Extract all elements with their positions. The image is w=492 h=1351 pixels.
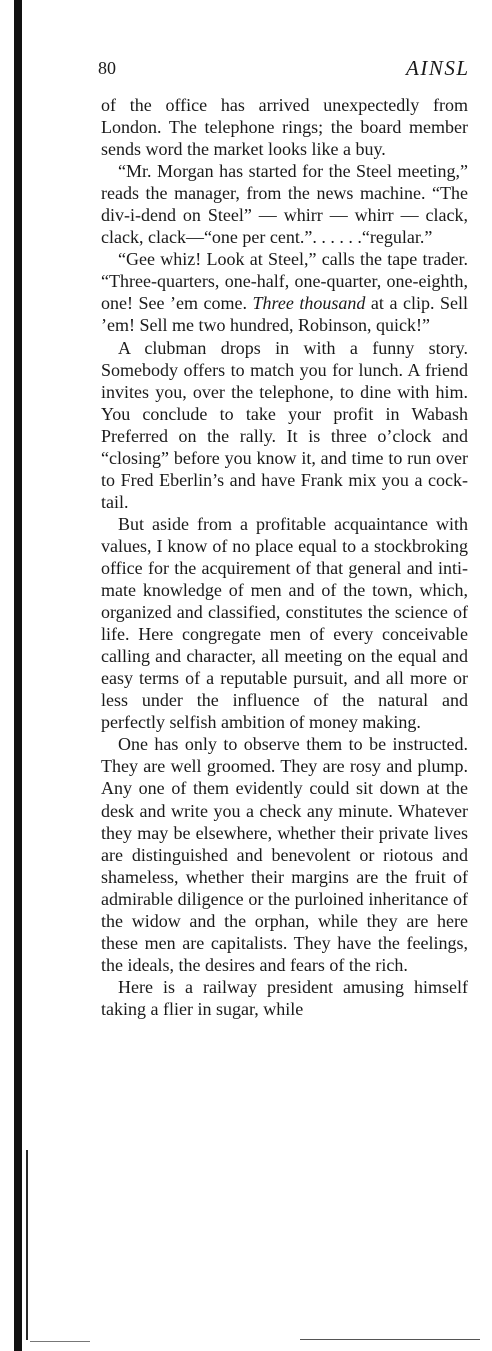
text-run: “Mr. Morgan has started for the Steel meeting,” reads the manager, from the news machine. “The div-i-dend on Steel” — whirr — whirr — clack, clack, clack—“one per cent.”. . . . . .“regular.” [101,161,468,248]
running-head: AINSL [406,56,470,80]
text-run: Here is a railway president amusing himself taking a flier in sugar, while [101,976,468,1019]
paragraph [101,94,468,160]
paragraph [101,248,468,336]
paragraph [101,733,468,976]
italic-text-run: Three thousand [252,293,366,314]
page-spine-edge [14,0,22,1351]
paragraph [101,976,468,1020]
text-run: “Gee whiz! Look at Steel,” calls the tape trader. “Three-quarters, one-half, one-quarter, one-eighth, one! See ’em come. [101,249,468,314]
bottom-edge-line [300,1339,480,1340]
page-gutter-shadow [26,1150,28,1340]
paragraph [101,160,468,248]
text-run: of the office has arrived unexpectedly from London. The telephone rings; the board member sends word the market looks like a buy. [101,95,468,160]
text-run: at a clip. Sell ’em! Sell me two hundred, Robinson, quick!” [101,293,468,336]
body-text-column [101,94,468,1020]
text-run: A clubman drops in with a funny story. Somebody offers to match you for lunch. A friend invites you, over the telephone, to dine with him. You conclude to take your profit in Wabash Preferred on the rally. It is three o’clock and “closing” before you know it, and time to run over to Fred Eberlin’s and have Frank mix you a cocktail. [101,337,468,512]
text-run: One has only to observe them to be instructed. They are well groomed. They are rosy and plump. Any one of them evidently could sit down at the desk and write you a check any minute. Whatever they may be elsewhere, whether their private lives are distinguished and benevolent or riotous and shameless, whether their margins are the fruit of admirable diligence or the purloined inheritance of the widow and the orphan, while they are here these men are capitalists. They have the feelings, the ideals, the desires and fears of the rich. [101,734,468,975]
page-header [98,56,492,82]
page-number: 80 [98,58,116,78]
text-run: But aside from a profitable acquaintance with values, I know of no place equal to a stockbroking office for the acquirement of that general and intimate knowledge of men and of the town, which, organized and classified, constitutes the science of life. Here congregate men of every conceivable calling and character, all meeting on the equal and easy terms of a reputable pursuit, and all more or less under the influence of the natural and perfectly selfish ambition of money making. [101,513,468,733]
bottom-edge-line-left [30,1341,90,1342]
paragraph [101,513,468,733]
paragraph [101,337,468,513]
